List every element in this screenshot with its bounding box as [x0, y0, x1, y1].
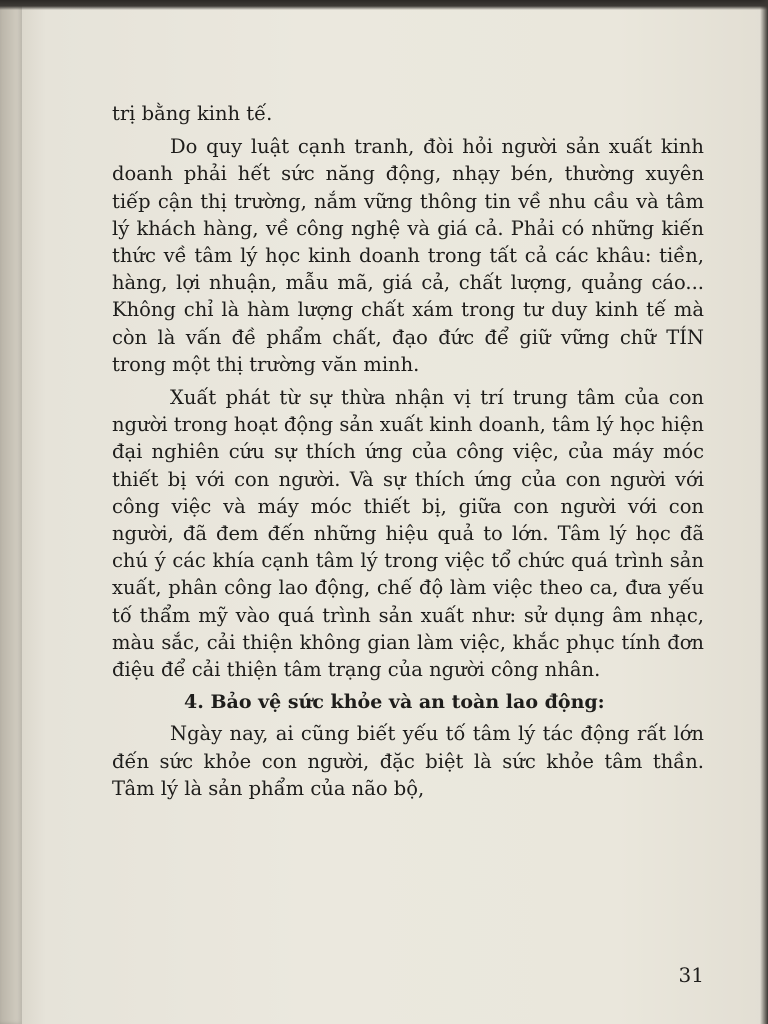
paragraph-competition: Do quy luật cạnh tranh, đòi hỏi người sản xuất kinh doanh phải hết sức năng động, nhạy bén, thường xuyên tiếp cận thị trường, nắm vững thông tin về nhu cầu và tâm lý khách hàng, về công nghệ và giá cả. Phải có những kiến thức về tâm lý học kinh doanh trong tất cả các khâu: tiền, hàng, lợi nhuận, mẫu mã, giá cả, chất lượng, quảng cáo... Không chỉ là hàm lượng chất xám trong tư duy kinh tế mà còn là vấn đề phẩm chất, đạo đức để giữ vững chữ TÍN trong một thị trường văn minh. — [112, 135, 704, 376]
right-shadow — [760, 0, 768, 1024]
paragraph-human-center: Xuất phát từ sự thừa nhận vị trí trung tâm của con người trong hoạt động sản xuất kinh doanh, tâm lý học hiện đại nghiên cứu sự thích ứng của công việc, của máy móc thiết bị với con người. Và sự thích ứng của con người với công việc và máy móc thiết bị, giữa con người với con người, đã đem đến những hiệu quả to lớn. Tâm lý học đã chú ý các khía cạnh tâm lý trong việc tổ chức quá trình sản xuất, phân công lao động, chế độ làm việc theo ca, đưa yếu tố thẩm mỹ vào quá trình sản xuất như: sử dụng âm nhạc, màu sắc, cải thiện không gian làm việc, khắc phục tính đơn điệu để cải thiện tâm trạng của người công nhân. — [112, 386, 704, 682]
section-heading: 4. Bảo vệ sức khỏe và an toàn lao động: — [184, 691, 605, 714]
paragraph-health: Ngày nay, ai cũng biết yếu tố tâm lý tác động rất lớn đến sức khỏe con người, đặc biệt là sức khỏe tâm thần. Tâm lý là sản phẩm của não bộ, — [112, 722, 704, 800]
page-text — [112, 100, 704, 808]
left-page-edge — [0, 0, 22, 1024]
top-shadow — [0, 0, 768, 10]
page-number: 31 — [678, 963, 704, 987]
intro-line: trị bằng kinh tế. — [112, 102, 273, 125]
